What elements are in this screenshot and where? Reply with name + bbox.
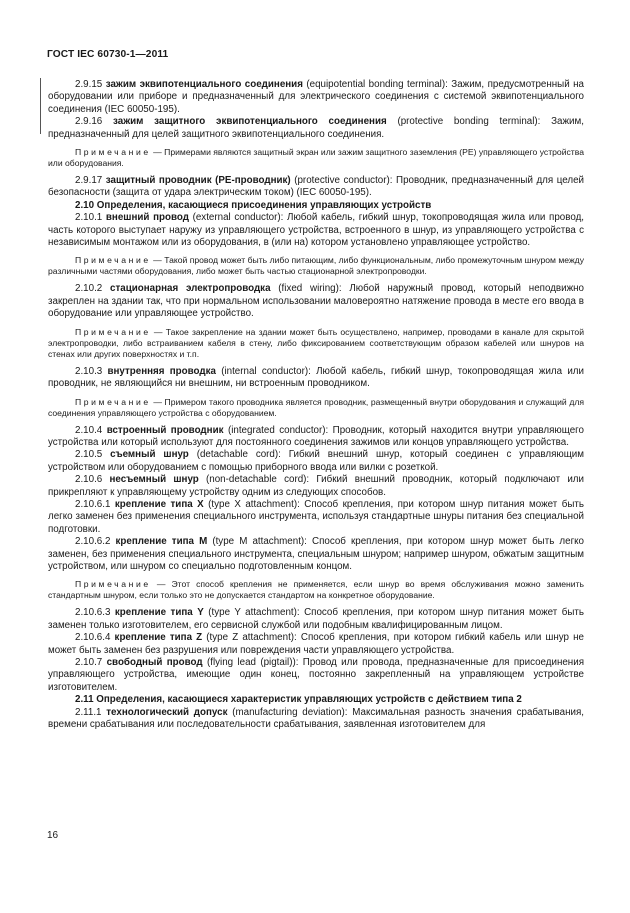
clause-number: 2.10.6.2 (75, 536, 116, 548)
paragraph-2-9-15 (48, 79, 584, 116)
paragraph-2-10-6-3 (48, 607, 584, 632)
definition-text: (type M attachment): Способ крепления, при котором шнур может быть легко заменен, без применения специального инструмента, специальным шнуром; например шнуром, обжатым защитным устройством, или шнуром со специально подготовленным концом. (48, 536, 584, 572)
note-text: — Этот способ крепления не применяется, если шнур во время обслуживания можно заменить стандартным шнуром, если только это не допускается стандартом на конкретное оборудование. (48, 579, 584, 601)
definition-text: (detachable cord): Гибкий внешний шнур, который соединен с управляющим устройством или оборудованием с помощью приборного ввода или вилки с розеткой. (48, 449, 584, 473)
clause-number: 2.10.7 (75, 657, 107, 668)
note-label: Примечание (75, 579, 151, 590)
definition-text: (integrated conductor): Проводник, который находится внутри управляющего устройства или который используют для постоянного соединения зажимов или концов управляющего устройства. (48, 424, 584, 448)
clause-number: 2.10.6 (75, 474, 110, 486)
paragraph-2-10-5 (48, 449, 584, 474)
term: крепление типа Y (114, 607, 204, 619)
definition-text: (type Y attachment): Способ крепления, при котором шнур питания может быть заменен только изготовителем, его сервисной службой или подобным квалифицированным лицом. (48, 607, 584, 631)
note-text: — Такое закрепление на здании может быть осуществлено, например, проводами в канале для скрытой электропроводки, либо встраиванием кабеля в стену, либо фиксированием соответствующим образом кабелей или шнуров на стенах или других поверхностях и т.п. (48, 326, 584, 359)
term: зажим эквипотенциального соединения (105, 79, 303, 90)
clause-number: 2.10.5 (75, 449, 111, 461)
document-header: ГОСТ IEC 60730-1—2011 (47, 49, 169, 60)
page-number: 16 (47, 830, 59, 841)
note-label: Примечание (75, 255, 151, 266)
note-2-10-2 (48, 327, 584, 360)
note-2-10-1 (48, 255, 584, 277)
paragraph-2-10-6-4 (48, 632, 584, 657)
document-body (48, 79, 584, 731)
term: внутренняя проводка (107, 365, 216, 377)
term: внешний провод (105, 212, 189, 224)
term: свободный провод (106, 657, 203, 668)
paragraph-2-10-2 (48, 283, 584, 320)
paragraph-2-10-6-2 (48, 536, 584, 573)
term: стационарная электропроводка (110, 283, 271, 295)
clause-number: 2.9.16 (75, 116, 113, 128)
section-heading-2-11: 2.11 Определения, касающиеся характеристик управляющих устройств с действием типа 2 (75, 694, 522, 706)
paragraph-2-10-6 (48, 474, 584, 499)
revision-bar (40, 78, 41, 134)
paragraph-2-9-17 (48, 175, 584, 200)
note-text: — Примерами являются защитный экран или зажим защитного заземления (PE) управляющего устройства или оборудования. (48, 147, 584, 169)
definition-text: (external conductor): Любой кабель, гибкий шнур, токопроводящая жила или провод, часть которого выступает наружу из управляющего устройства, встроенного в шнур, из управляющего устройства с независимым монтажом или из оборудования, в (или на) котором установлено управляющее устройство. (48, 212, 585, 249)
section-heading-2-10: 2.10 Определения, касающиеся присоединения управляющих устройств (75, 199, 432, 211)
term: несъемный шнур (109, 474, 199, 486)
clause-number: 2.10.3 (75, 365, 108, 377)
clause-number: 2.10.2 (75, 283, 111, 295)
term: встроенный проводник (106, 424, 224, 436)
definition-text: (protective bonding terminal): Зажим, предназначенный для целей защитного эквипотенциального соединения. (48, 116, 584, 140)
clause-number: 2.10.4 (75, 424, 107, 436)
paragraph-2-10-6-1 (48, 499, 584, 536)
definition-text: (flying lead (pigtail)): Провод или провода, предназначенные для присоединения управляющего устройства, имеющие один конец, постоянно закрепленный на управляющем устройстве изготовителем. (48, 657, 584, 693)
definition-text: (type Z attachment): Способ крепления, при котором гибкий кабель или шнур не может быть заменен без разрушения или повреждения части управляющего устройства. (48, 632, 584, 656)
paragraph-2-10-7 (48, 657, 584, 694)
note-label: Примечание (75, 396, 151, 407)
note-text: — Примером такого проводника является проводник, размещенный внутри оборудования и служащий для соединения управляющего устройства с оборудованием. (48, 396, 584, 418)
note-2-10-3 (48, 397, 584, 419)
paragraph-2-9-16 (48, 116, 584, 141)
paragraph-2-10-1 (48, 212, 584, 249)
paragraph-2-10-4 (48, 425, 584, 450)
definition-text: (equipotential bonding terminal): Зажим, предусмотренный на оборудовании или приборе и предназначенный для электрического соединения с системой эквипотенциального соединения (IEC 60050-195). (48, 79, 584, 115)
term: крепление типа M (115, 536, 208, 548)
paragraph-2-10-3 (48, 366, 584, 391)
clause-number: 2.9.17 (75, 175, 106, 187)
term: съемный шнур (110, 449, 189, 461)
note-text: — Такой провод может быть либо питающим, либо функциональным, либо промежуточным шнуром между различными частями оборудования, либо может быть частью стационарной электропроводки. (48, 255, 584, 277)
clause-number: 2.10.1 (75, 212, 106, 224)
term: технологический допуск (106, 706, 228, 718)
clause-number: 2.10.6.3 (75, 607, 115, 619)
definition-text: (fixed wiring): Любой наружный провод, который неподвижно закреплен на здании так, что при нормальном использовании маловероятно натяжение провода в месте его ввода в оборудование или управляющее устройство. (48, 283, 584, 320)
note-label: Примечание (75, 147, 151, 158)
term: крепление типа Z (114, 632, 203, 644)
definition-text: (manufacturing deviation): Максимальная разность значения срабатывания, времени срабатывания или последовательности срабатывания, заявленная изготовителем для (48, 706, 584, 731)
paragraph-2-11-1 (48, 707, 584, 732)
note-label: Примечание (75, 326, 151, 337)
clause-number: 2.10.6.4 (75, 632, 115, 644)
definition-text: (type X attachment): Способ крепления, при котором шнур питания может быть легко заменен без применения специального инструмента, используя стандартные шнуры питания без специальной подготовки. (48, 498, 584, 535)
clause-number: 2.9.15 (75, 79, 106, 90)
definition-text: (protective conductor): Проводник, предназначенный для целей безопасности (защита от удара электрическим током) (IEC 60050-195). (48, 175, 584, 199)
term: защитный проводник (PE-проводник) (105, 175, 291, 187)
clause-number: 2.10.6.1 (75, 498, 115, 510)
clause-number: 2.11.1 (75, 706, 107, 718)
definition-text: (internal conductor): Любой кабель, гибкий шнур, токопроводящая жила или проводник, не являющийся ни внешним, ни встроенным проводником. (48, 365, 584, 390)
term: крепление типа X (114, 498, 204, 510)
definition-text: (non-detachable cord): Гибкий внешний проводник, который подключают или прикрепляют к управляющему устройству одним из следующих способов. (48, 474, 584, 498)
note-2-10-6-2 (48, 579, 584, 601)
note-2-9-16 (48, 147, 584, 169)
term: зажим защитного эквипотенциального соединения (113, 116, 387, 128)
